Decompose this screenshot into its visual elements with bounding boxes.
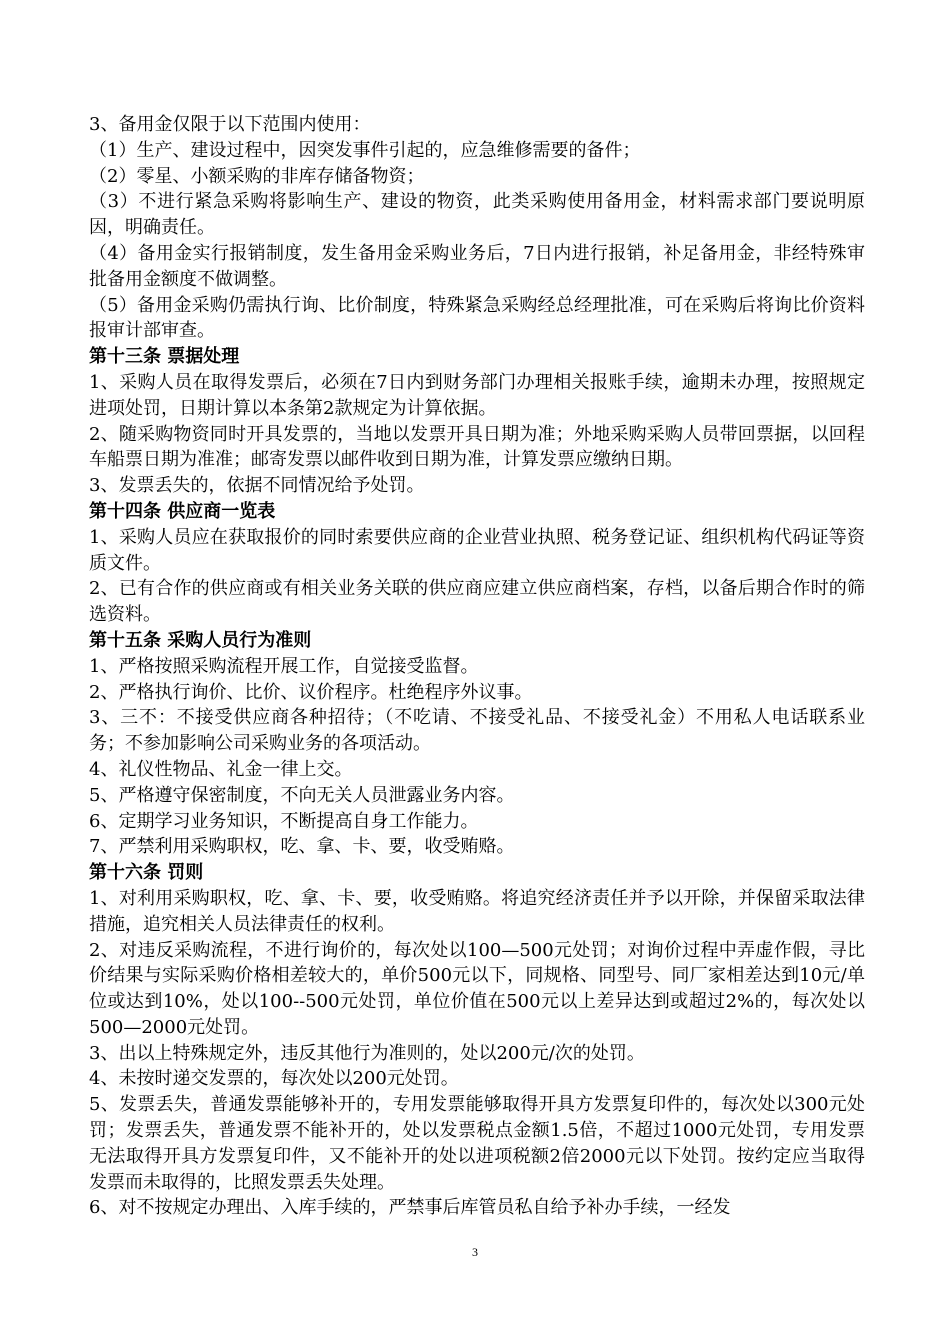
paragraph: 4、礼仪性物品、礼金一律上交。: [89, 758, 353, 780]
paragraph: 2、对违反采购流程，不进行询价的，每次处以100—500元处罚；对询价过程中弄虚作假，寻比价结果与实际采购价格相差较大的，单价500元以下，同规格、同型号、同厂家相差达到10元/单位或达到10%，处以100--500元处罚，单位价值在500元以上差异达到或超过2%的，每次处以500—2000元处罚。: [89, 939, 865, 1038]
paragraph: 7、严禁利用采购职权，吃、拿、卡、要，收受贿赂。: [89, 836, 515, 858]
paragraph: 4、未按时递交发票的，每次处以200元处罚。: [89, 1068, 459, 1090]
paragraph: 2、严格执行询价、比价、议价程序。杜绝程序外议事。: [89, 681, 533, 703]
paragraph: 6、对不按规定办理出、入库手续的，严禁事后库管员私自给予补办手续，一经发: [89, 1197, 731, 1219]
paragraph: 1、对利用采购职权，吃、拿、卡、要，收受贿赂。将追究经济责任并予以开除，并保留采取法律措施，追究相关人员法律责任的权利。: [89, 887, 865, 935]
section-heading: 第十三条 票据处理: [89, 346, 240, 368]
paragraph: 6、定期学习业务知识，不断提高自身工作能力。: [89, 810, 479, 832]
paragraph: 1、采购人员应在获取报价的同时索要供应商的企业营业执照、税务登记证、组织机构代码证等资质文件。: [89, 526, 865, 574]
paragraph: 3、三不：不接受供应商各种招待；（不吃请、不接受礼品、不接受礼金）不用私人电话联系业务；不参加影响公司采购业务的各项活动。: [89, 707, 865, 755]
paragraph: 3、出以上特殊规定外，违反其他行为准则的，处以200元/次的处罚。: [89, 1042, 645, 1064]
paragraph: 2、随采购物资同时开具发票的，当地以发票开具日期为准；外地采购采购人员带回票据，以回程车船票日期为准准；邮寄发票以邮件收到日期为准，计算发票应缴纳日期。: [89, 423, 865, 471]
paragraph: 3、备用金仅限于以下范围内使用：: [89, 114, 371, 135]
paragraph: 1、严格按照采购流程开展工作，自觉接受监督。: [89, 655, 479, 677]
paragraph: 5、严格遵守保密制度，不向无关人员泄露业务内容。: [89, 784, 515, 806]
paragraph: 2、已有合作的供应商或有相关业务关联的供应商应建立供应商档案，存档，以备后期合作时的筛选资料。: [89, 578, 865, 626]
section-heading: 第十四条 供应商一览表: [89, 500, 276, 522]
paragraph: （3）不进行紧急采购将影响生产、建设的物资，此类采购使用备用金，材料需求部门要说明原因，明确责任。: [89, 191, 865, 239]
section-heading: 第十六条 罚则: [89, 862, 204, 884]
paragraph: 3、发票丢失的，依据不同情况给予处罚。: [89, 475, 425, 497]
section-heading: 第十五条 采购人员行为准则: [89, 629, 312, 651]
paragraph: （4）备用金实行报销制度，发生备用金采购业务后，7日内进行报销，补足备用金，非经特殊审批备用金额度不做调整。: [89, 242, 865, 290]
paragraph: （1）生产、建设过程中，因突发事件引起的，应急维修需要的备件；: [89, 139, 641, 161]
page-number: 3: [472, 1245, 478, 1259]
document-body: [89, 112, 865, 1221]
paragraph: （5）备用金采购仍需执行询、比价制度，特殊紧急采购经总经理批准，可在采购后将询比价资料报审计部审查。: [89, 294, 865, 342]
paragraph: 5、发票丢失，普通发票能够补开的，专用发票能够取得开具方发票复印件的，每次处以300元处罚；发票丢失，普通发票不能补开的，处以发票税点金额1.5倍，不超过1000元处罚，专用发票无法取得开具方发票复印件，又不能补开的处以进项税额2倍2000元以下处罚。按约定应当取得发票而未取得的，比照发票丢失处理。: [89, 1094, 865, 1193]
paragraph: （2）零星、小额采购的非库存储备物资；: [89, 165, 425, 187]
paragraph: 1、采购人员在取得发票后，必须在7日内到财务部门办理相关报账手续，逾期未办理，按照规定进项处罚，日期计算以本条第2款规定为计算依据。: [89, 371, 865, 419]
